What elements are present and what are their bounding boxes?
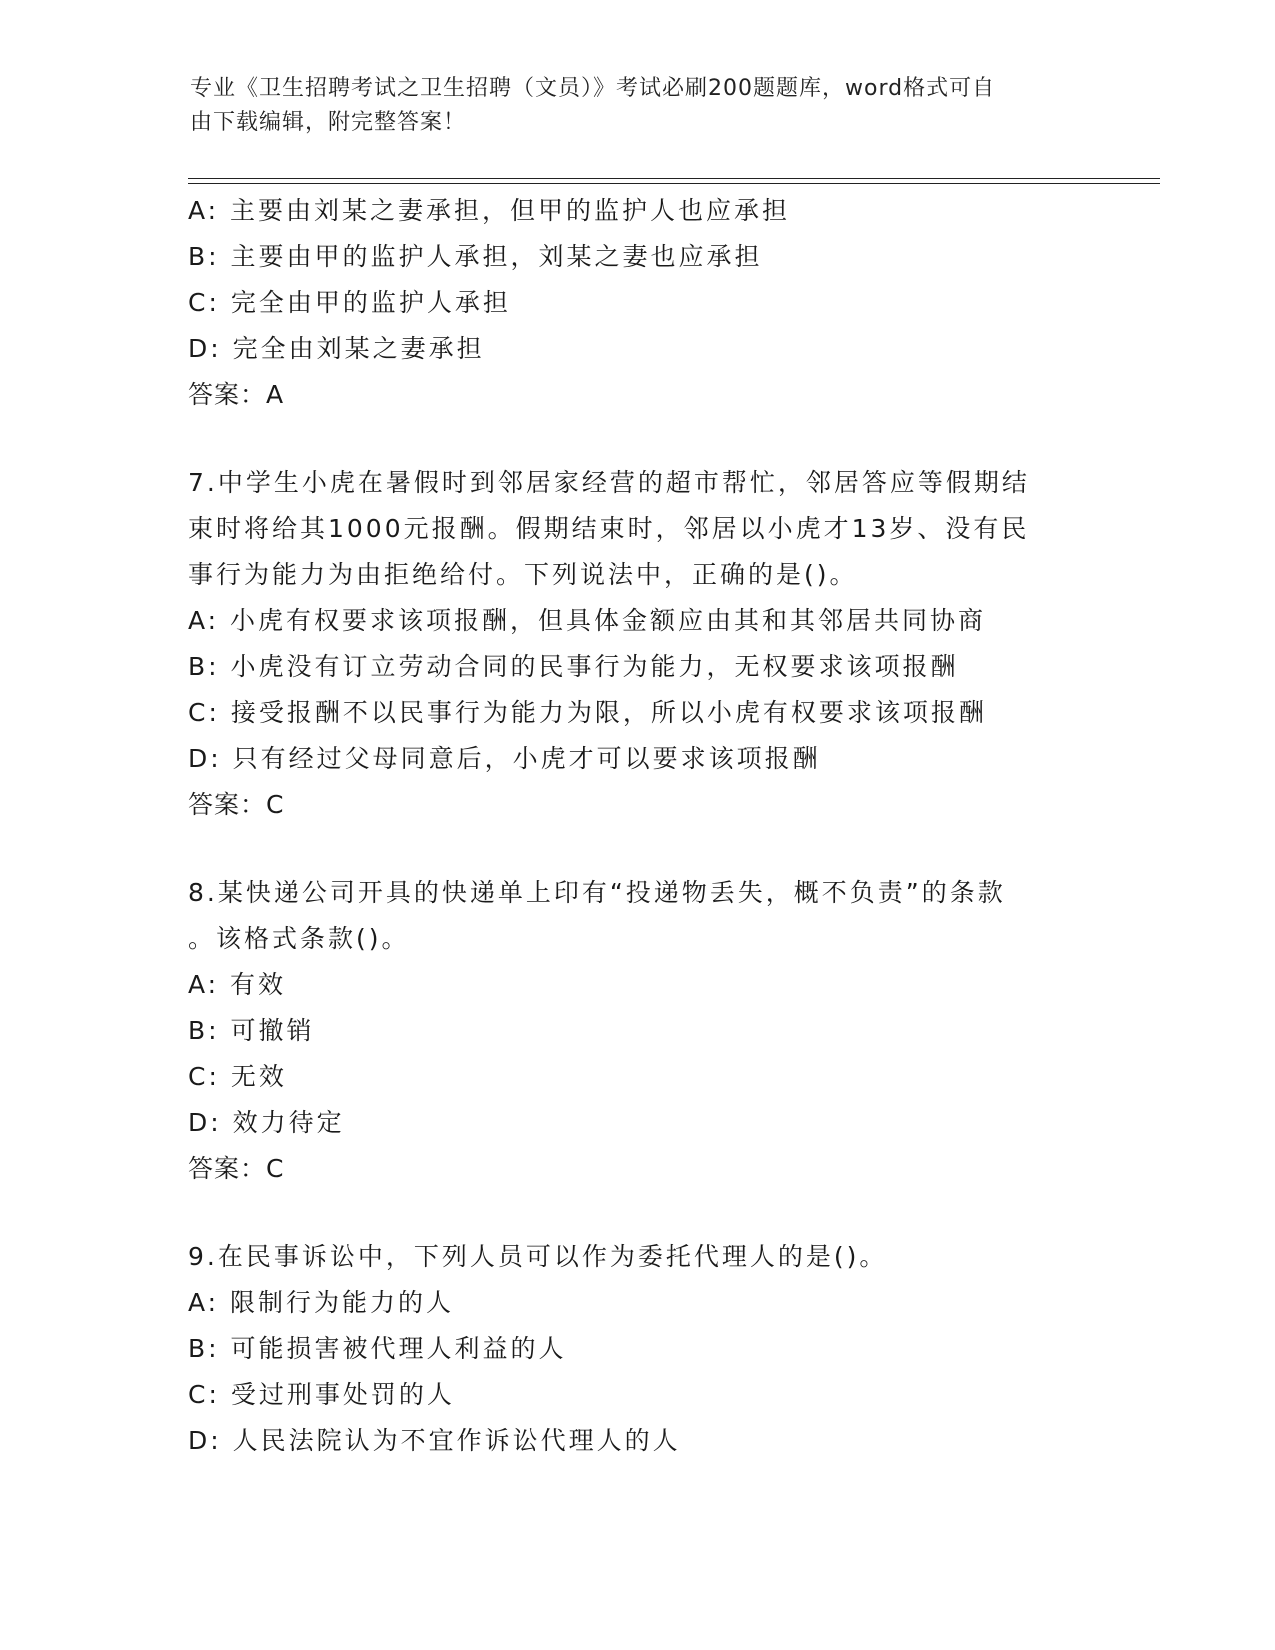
question-text-line: 。该格式条款()。 — [188, 924, 410, 953]
option-d: D: 完全由刘某之妻承担 — [188, 334, 485, 363]
question-text — [188, 460, 1088, 598]
question-text — [188, 870, 1088, 962]
option-a: A: 小虎有权要求该项报酬，但具体金额应由其和其邻居共同协商 — [188, 606, 987, 635]
question-text-line: 7.中学生小虎在暑假时到邻居家经营的超市帮忙，邻居答应等假期结 — [188, 468, 1030, 497]
option-d: D: 只有经过父母同意后，小虎才可以要求该项报酬 — [188, 744, 821, 773]
header-divider-second — [188, 183, 1160, 184]
option-c: C: 受过刑事处罚的人 — [188, 1380, 455, 1409]
answer-label: 答案：A — [188, 380, 285, 409]
option-a: A: 有效 — [188, 970, 287, 999]
question-spacer — [188, 418, 1088, 460]
option-d: D: 效力待定 — [188, 1108, 345, 1137]
question-7 — [188, 460, 1088, 828]
question-text-line: 9.在民事诉讼中，下列人员可以作为委托代理人的是()。 — [188, 1242, 888, 1271]
question-8 — [188, 870, 1088, 1192]
option-b: B: 可能损害被代理人利益的人 — [188, 1334, 567, 1363]
question-9 — [188, 1234, 1088, 1464]
option-a: A: 主要由刘某之妻承担，但甲的监护人也应承担 — [188, 196, 791, 225]
option-b: B: 主要由甲的监护人承担，刘某之妻也应承担 — [188, 242, 763, 271]
question-text-line: 8.某快递公司开具的快递单上印有“投递物丢失，概不负责”的条款 — [188, 878, 1006, 907]
option-c: C: 无效 — [188, 1062, 287, 1091]
question-6 — [188, 188, 1088, 418]
option-b: B: 可撤销 — [188, 1016, 315, 1045]
option-d: D: 人民法院认为不宜作诉讼代理人的人 — [188, 1426, 681, 1455]
option-a: A: 限制行为能力的人 — [188, 1288, 455, 1317]
answer-label: 答案：C — [188, 1154, 285, 1183]
header-line-2: 由下载编辑，附完整答案！ — [190, 110, 467, 135]
document-header — [190, 72, 1090, 140]
question-text — [188, 1234, 1088, 1280]
option-c: C: 接受报酬不以民事行为能力为限，所以小虎有权要求该项报酬 — [188, 698, 987, 727]
option-b: B: 小虎没有订立劳动合同的民事行为能力，无权要求该项报酬 — [188, 652, 959, 681]
question-text-line: 束时将给其1000元报酬。假期结束时，邻居以小虎才13岁、没有民 — [188, 514, 1030, 543]
answer-label: 答案：C — [188, 790, 285, 819]
header-divider — [188, 178, 1160, 179]
header-line-1: 专业《卫生招聘考试之卫生招聘（文员）》考试必刷200题题库，word格式可自 — [190, 76, 996, 101]
question-spacer — [188, 1192, 1088, 1234]
option-c: C: 完全由甲的监护人承担 — [188, 288, 511, 317]
question-spacer — [188, 828, 1088, 870]
question-text-line: 事行为能力为由拒绝给付。下列说法中，正确的是()。 — [188, 560, 858, 589]
question-list — [188, 188, 1088, 1464]
